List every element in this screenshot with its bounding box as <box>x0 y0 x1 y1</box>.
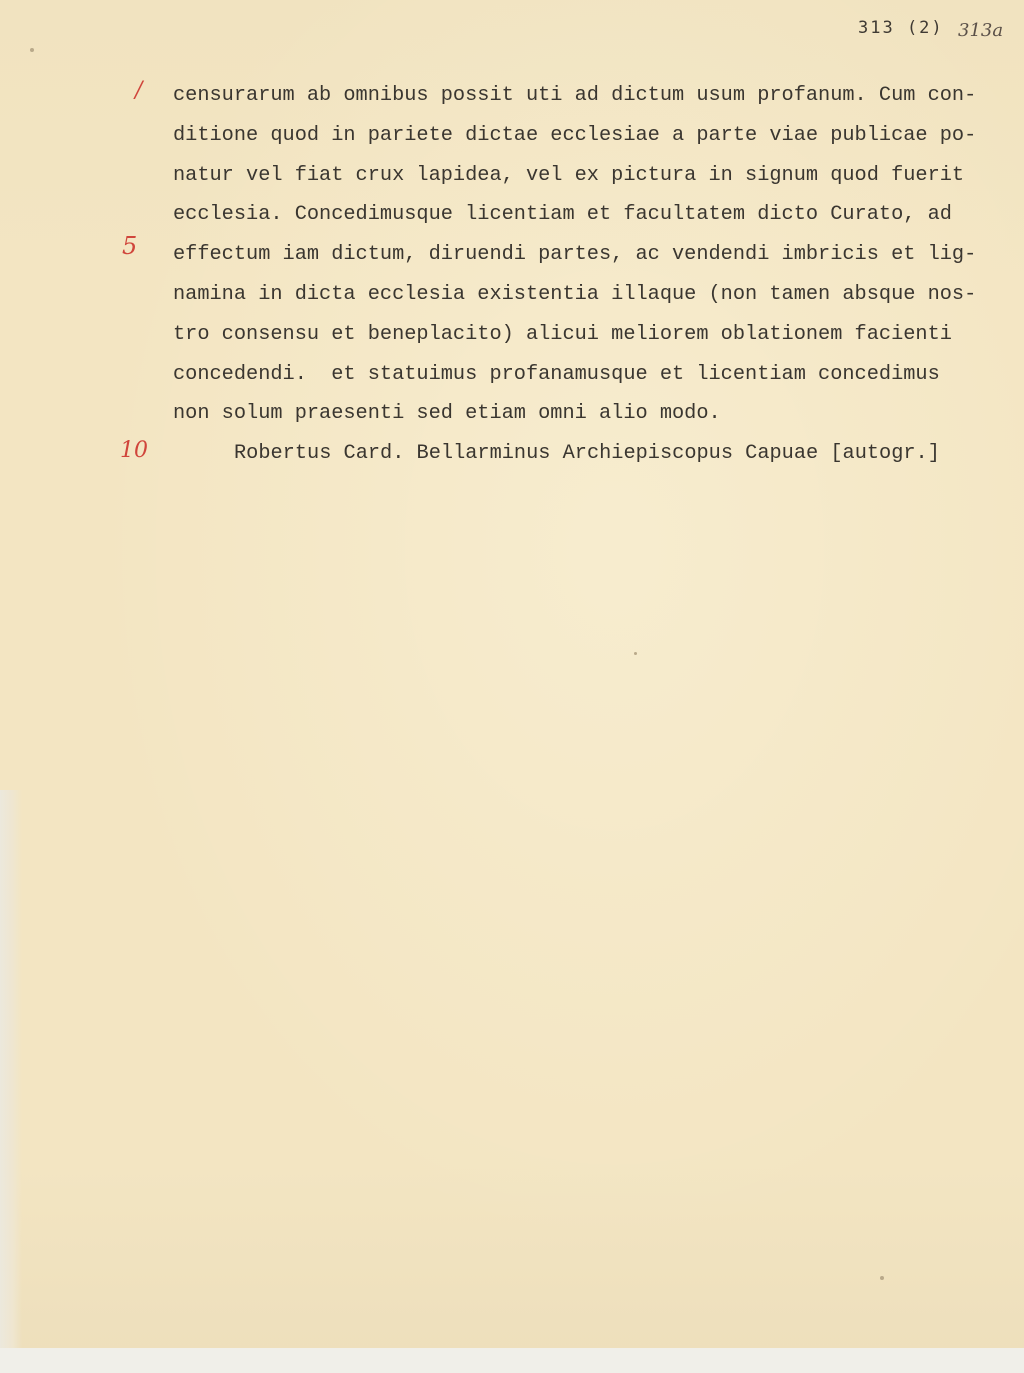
scan-bottom-strip <box>0 1348 1024 1373</box>
page-number: 313 (2) <box>858 18 944 38</box>
text-line: ditione quod in pariete dictae ecclesiae a parte viae publicae po- <box>173 123 977 147</box>
handwritten-folio-number: 313a <box>958 20 1004 41</box>
torn-left-edge <box>0 790 22 1350</box>
text-line: natur vel fiat crux lapidea, vel ex pictura in signum quod fuerit <box>173 163 965 187</box>
text-line: concedendi. et statuimus profanamusque et licentiam concedimus <box>173 362 940 386</box>
text-line: ecclesia. Concedimusque licentiam et facultatem dicto Curato, ad <box>173 203 952 227</box>
paper-speck <box>880 1276 884 1280</box>
text-line: effectum iam dictum, diruendi partes, ac vendendi imbricis et lig- <box>173 243 977 267</box>
margin-line-marker-5: 5 <box>122 232 138 260</box>
text-line: namina in dicta ecclesia existentia illaque (non tamen absque nos- <box>173 282 977 306</box>
text-line: censurarum ab omnibus possit uti ad dictum usum profanum. Cum con- <box>173 84 977 107</box>
typed-text-block <box>173 76 1003 474</box>
text-line: tro consensu et beneplacito) alicui meliorem oblationem facienti <box>173 322 952 346</box>
margin-line-marker-10: 10 <box>120 438 148 463</box>
signature-line: Robertus Card. Bellarminus Archiepiscopus Capuae [autogr.] <box>234 442 940 466</box>
paper-speck <box>30 48 34 52</box>
paper-speck <box>634 652 637 655</box>
margin-line-marker-1: / <box>135 78 143 103</box>
text-line: non solum praesenti sed etiam omni alio modo. <box>173 402 721 426</box>
